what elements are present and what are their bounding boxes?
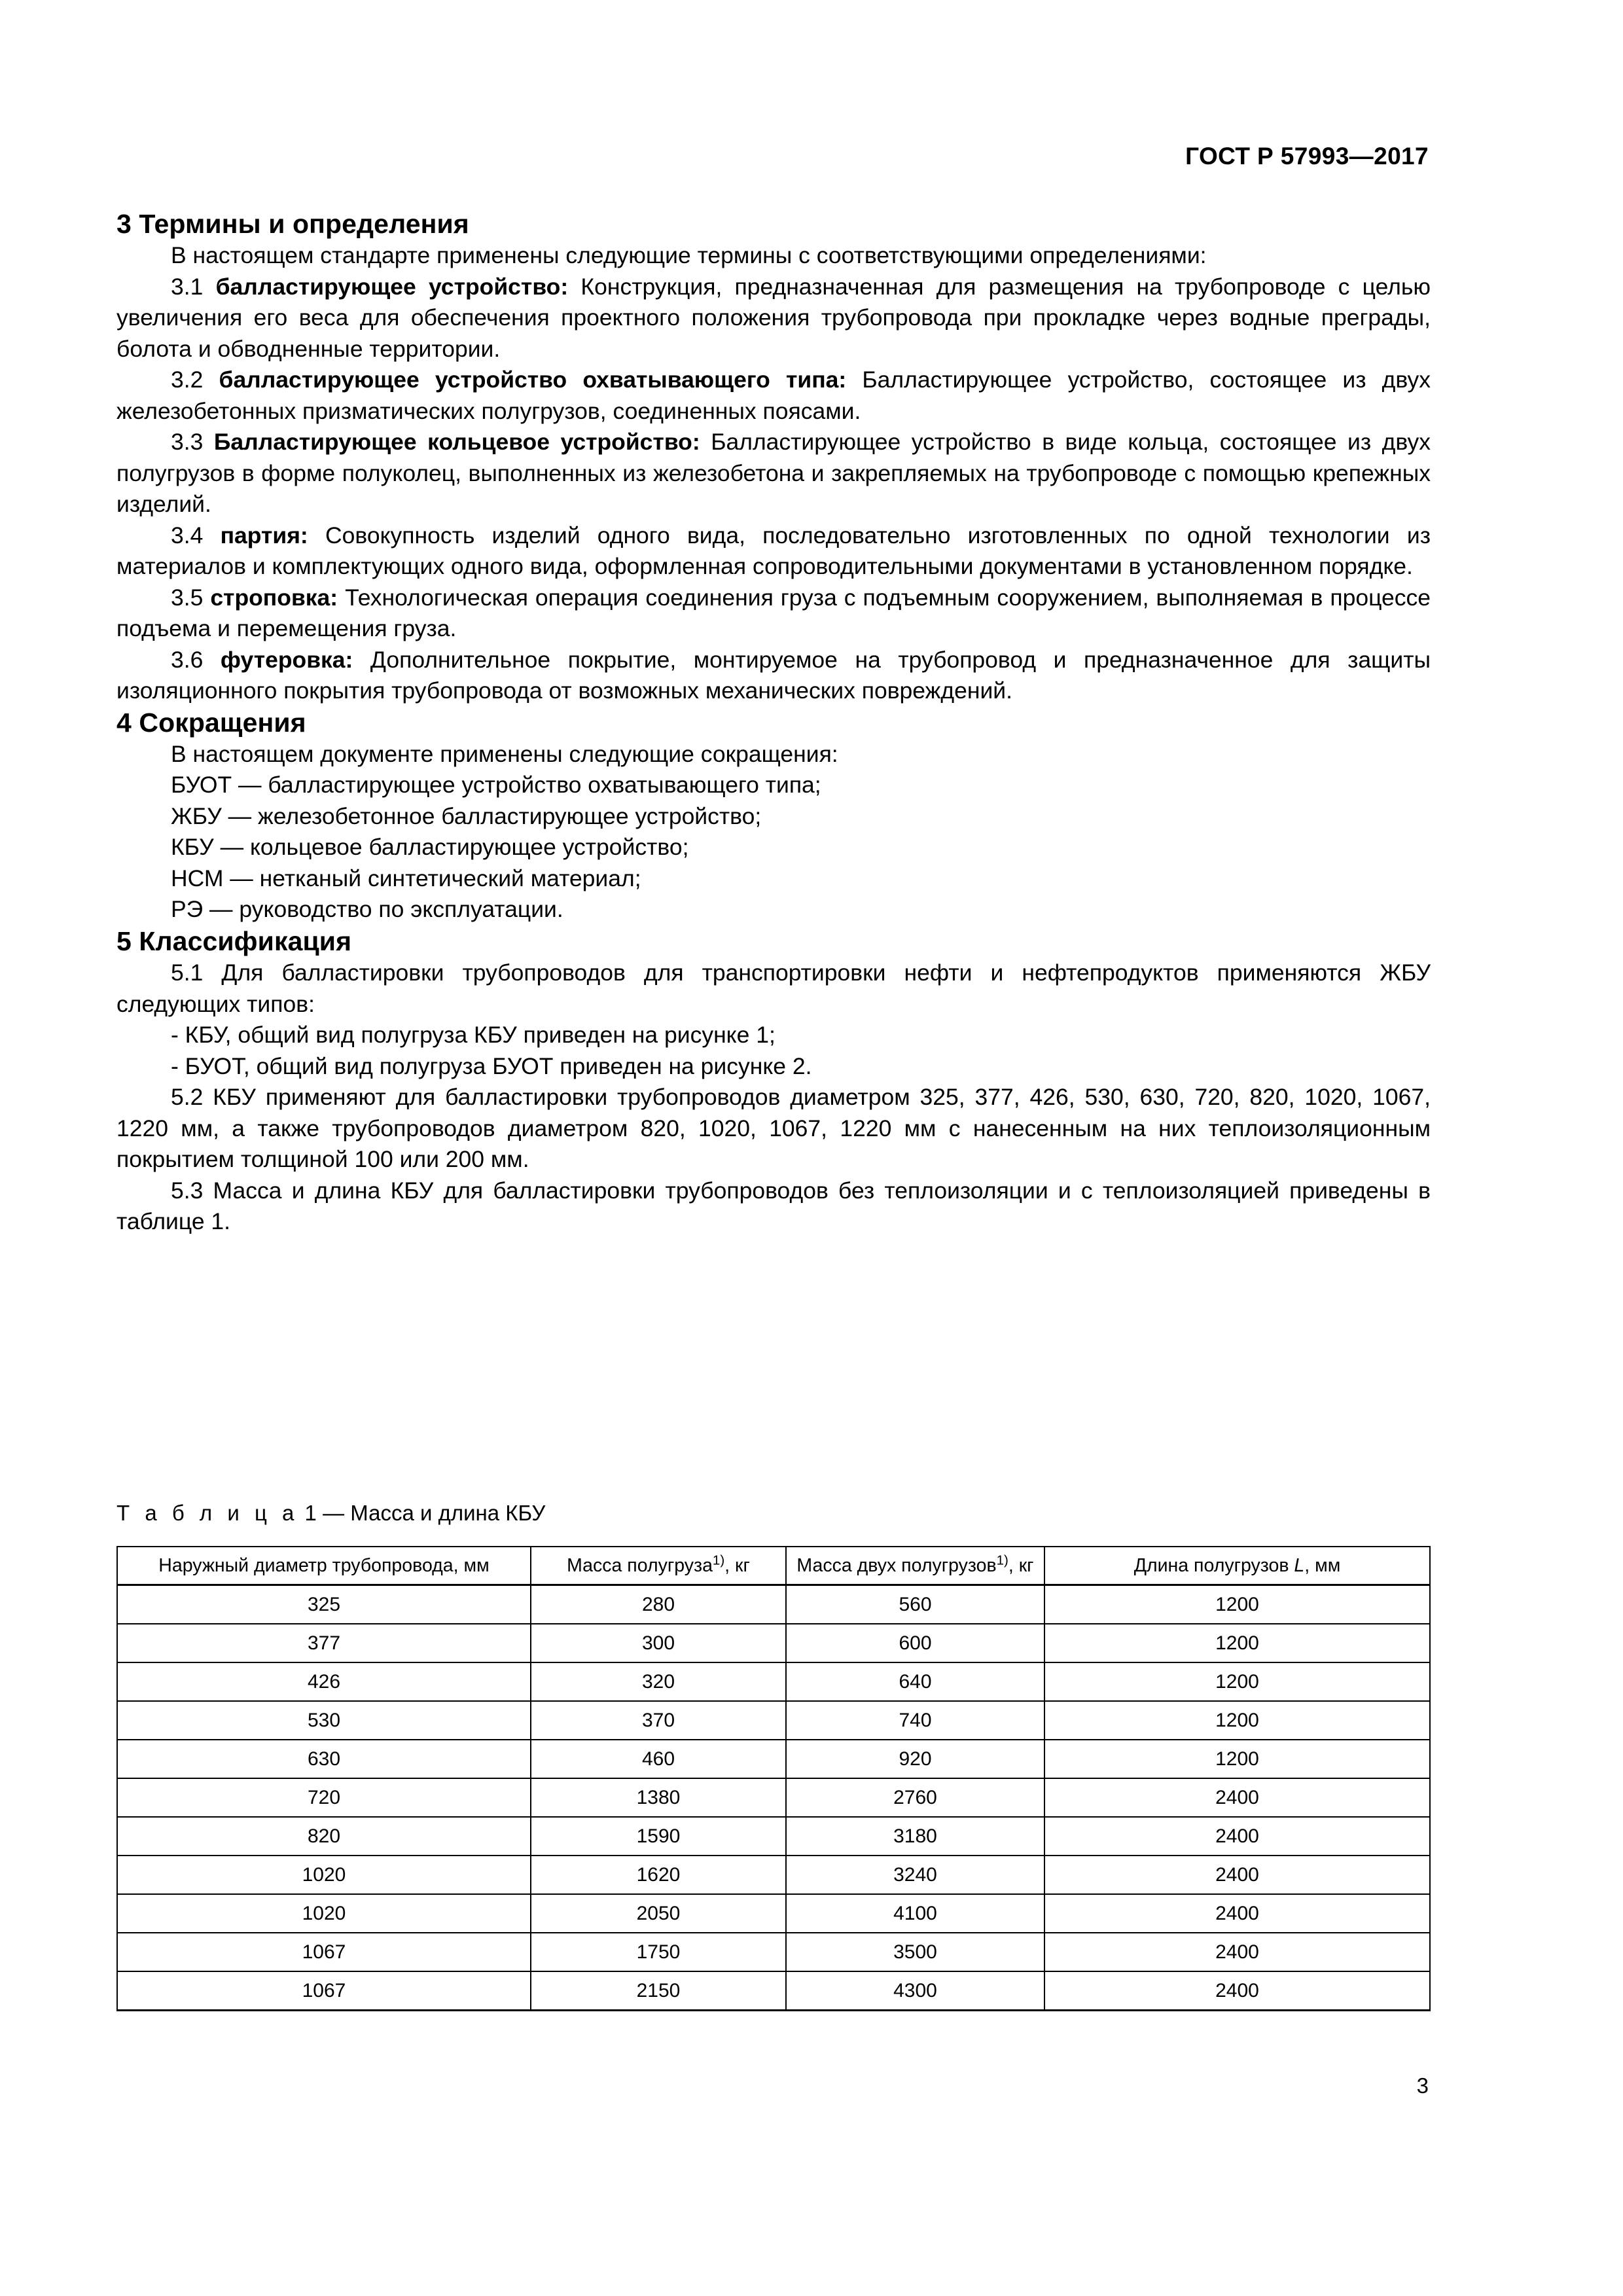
table-cell-col2: 280 (531, 1585, 786, 1624)
abbreviations-intro: В настоящем документе применены следующие сокращения: (171, 740, 838, 767)
table-kbu-mass-length (116, 1546, 1431, 2011)
table-cell-col3: 560 (786, 1585, 1044, 1624)
table-cell-col4: 2400 (1044, 1971, 1430, 2011)
table-cell-col2: 2050 (531, 1894, 786, 1933)
term-name: строповка: (210, 584, 338, 611)
table-row (117, 1585, 1430, 1624)
clause-5-1-bullet-kbu: - КБУ, общий вид полугруза КБУ приведен на рисунке 1; (171, 1022, 776, 1049)
terms-intro: В настоящем стандарте применены следующие термины с соответствующими определениями: (171, 242, 1207, 269)
table-row (117, 1933, 1430, 1971)
table-cell-col1: 1067 (117, 1971, 531, 2011)
table-cell-col3: 3500 (786, 1933, 1044, 1971)
table-cell-col4: 1200 (1044, 1624, 1430, 1662)
clause-5-1: 5.1 Для балластировки трубопроводов для транспортировки нефти и нефтепродуктов применяются ЖБУ следующих типов: (116, 960, 1431, 1017)
term-number: 3.1 (171, 273, 204, 300)
column-header-text: Масса полугруза (567, 1554, 713, 1576)
column-header-diameter (117, 1547, 531, 1585)
table-cell-col4: 1200 (1044, 1701, 1430, 1740)
table-cell-col4: 1200 (1044, 1585, 1430, 1624)
section-heading-terms: 3 Термины и определения (116, 209, 469, 239)
column-header-text: Наружный диаметр трубопровода, мм (158, 1554, 490, 1576)
term-definition: Балластирующее устройство, состоящее из двух железобетонных призматических полугрузов, соединенных поясами. (116, 367, 1431, 424)
term-entry-3-5 (116, 583, 1431, 645)
table-cell-col2: 320 (531, 1662, 786, 1701)
column-header-length (1044, 1547, 1430, 1585)
column-header-units: , мм (1304, 1554, 1341, 1576)
term-definition: Дополнительное покрытие, монтируемое на трубопровод и предназначенное для защиты изоляционного покрытия трубопровода от возможных механических повреждений. (116, 646, 1431, 704)
column-header-mass-two (786, 1547, 1044, 1585)
table-cell-col1: 1067 (117, 1933, 531, 1971)
term-entry-3-3 (116, 427, 1431, 520)
table-caption (116, 1501, 545, 1526)
table-cell-col3: 640 (786, 1662, 1044, 1701)
table-cell-col4: 2400 (1044, 1817, 1430, 1856)
table-cell-col2: 1750 (531, 1933, 786, 1971)
table-body (117, 1585, 1430, 2011)
term-entry-3-4 (116, 520, 1431, 583)
term-name: балластирующее устройство: (215, 273, 569, 300)
term-entry-3-2 (116, 365, 1431, 427)
table-cell-col3: 600 (786, 1624, 1044, 1662)
table-cell-col1: 720 (117, 1778, 531, 1817)
term-number: 3.4 (171, 522, 204, 548)
term-name: партия: (220, 522, 308, 548)
table-row (117, 1971, 1430, 2011)
table-cell-col4: 2400 (1044, 1933, 1430, 1971)
table-cell-col3: 740 (786, 1701, 1044, 1740)
abbreviation-item-buot: БУОТ — балластирующее устройство охватывающего типа; (171, 772, 821, 798)
footnote-marker: 1) (712, 1552, 725, 1568)
table-row (117, 1856, 1430, 1894)
column-header-units: , кг (724, 1554, 750, 1576)
table-caption-word: Т а б л и ц а (116, 1501, 299, 1525)
table-cell-col1: 820 (117, 1817, 531, 1856)
section-heading-classification: 5 Классификация (116, 925, 352, 956)
table-cell-col3: 4100 (786, 1894, 1044, 1933)
table-row (117, 1894, 1430, 1933)
table-cell-col4: 1200 (1044, 1662, 1430, 1701)
table-cell-col3: 3180 (786, 1817, 1044, 1856)
table-cell-col4: 1200 (1044, 1740, 1430, 1778)
table-cell-col1: 377 (117, 1624, 531, 1662)
variable-symbol: L (1294, 1554, 1305, 1576)
abbreviation-item-nsm: НСМ — нетканый синтетический материал; (171, 865, 641, 891)
table-cell-col1: 630 (117, 1740, 531, 1778)
term-number: 3.3 (171, 429, 204, 456)
table-cell-col2: 460 (531, 1740, 786, 1778)
abbreviation-item-zhbu: ЖБУ — железобетонное балластирующее устройство; (171, 802, 762, 829)
table-caption-title: 1 — Масса и длина КБУ (304, 1501, 546, 1525)
term-number: 3.2 (171, 367, 204, 393)
table-row (117, 1624, 1430, 1662)
table-cell-col1: 1020 (117, 1894, 531, 1933)
term-entry-3-6 (116, 645, 1431, 707)
footnote-marker: 1) (996, 1552, 1008, 1568)
column-header-text: Масса двух полугрузов (796, 1554, 997, 1576)
table-cell-col2: 1590 (531, 1817, 786, 1856)
column-header-text: Длина полугрузов (1133, 1554, 1294, 1576)
column-header-mass-one (531, 1547, 786, 1585)
table-cell-col3: 3240 (786, 1856, 1044, 1894)
abbreviation-item-re: РЭ — руководство по эксплуатации. (171, 896, 563, 923)
term-entry-3-1 (116, 272, 1431, 365)
table-cell-col1: 325 (117, 1585, 531, 1624)
document-body (116, 208, 1431, 1238)
table-cell-col3: 4300 (786, 1971, 1044, 2011)
page-number: 3 (1416, 2073, 1429, 2098)
table-cell-col3: 920 (786, 1740, 1044, 1778)
running-header: ГОСТ Р 57993—2017 (1185, 143, 1429, 170)
term-definition: Конструкция, предназначенная для размещения на трубопроводе с целью увеличения его веса для обеспечения проектного положения трубопровода при прокладке через водные преграды, болота и обводненные территории. (116, 273, 1431, 362)
clause-5-2: 5.2 КБУ применяют для балластировки трубопроводов диаметром 325, 377, 426, 530, 630, 720, 820, 1020, 1067, 1220 мм, а также трубопроводов диаметром 820, 1020, 1067, 1220 мм с нанесенным на них теплоизоляционным покрытием толщиной 100 или 200 мм. (116, 1084, 1431, 1173)
table-cell-col2: 1380 (531, 1778, 786, 1817)
table-cell-col4: 2400 (1044, 1856, 1430, 1894)
table-row (117, 1662, 1430, 1701)
abbreviation-item-kbu: КБУ — кольцевое балластирующее устройство; (171, 834, 689, 861)
clause-5-3: 5.3 Масса и длина КБУ для балластировки трубопроводов без теплоизоляции и с теплоизоляцией приведены в таблице 1. (116, 1177, 1431, 1235)
table-cell-col3: 2760 (786, 1778, 1044, 1817)
clause-5-1-bullet-buot: - БУОТ, общий вид полугруза БУОТ приведен на рисунке 2. (171, 1052, 812, 1079)
table-header-row (117, 1547, 1430, 1585)
table-cell-col2: 1620 (531, 1856, 786, 1894)
section-heading-abbreviations: 4 Сокращения (116, 707, 306, 738)
term-name: футеровка: (220, 646, 353, 673)
term-number: 3.6 (171, 646, 204, 673)
column-header-units: , кг (1008, 1554, 1034, 1576)
term-definition: Совокупность изделий одного вида, последовательно изготовленных по одной технологии из материалов и комплектующих одного вида, оформленная сопроводительными документами в установленном порядке. (116, 522, 1431, 580)
table-cell-col2: 370 (531, 1701, 786, 1740)
term-number: 3.5 (171, 584, 204, 611)
term-definition: Технологическая операция соединения груза с подъемным сооружением, выполняемая в процессе подъема и перемещения груза. (116, 584, 1431, 642)
table-row (117, 1740, 1430, 1778)
table-row (117, 1701, 1430, 1740)
table-cell-col1: 1020 (117, 1856, 531, 1894)
table-row (117, 1778, 1430, 1817)
term-name: балластирующее устройство охватывающего типа: (219, 367, 847, 393)
term-definition: Балластирующее устройство в виде кольца, состоящее из двух полугрузов в форме полуколец, выполненных из железобетона и закрепляемых на трубопроводе с помощью крепежных изделий. (116, 429, 1431, 518)
term-name: Балластирующее кольцевое устройство: (213, 429, 700, 456)
table-cell-col4: 2400 (1044, 1894, 1430, 1933)
table-cell-col2: 300 (531, 1624, 786, 1662)
table-row (117, 1817, 1430, 1856)
table-cell-col4: 2400 (1044, 1778, 1430, 1817)
table-cell-col2: 2150 (531, 1971, 786, 2011)
table-cell-col1: 426 (117, 1662, 531, 1701)
table-cell-col1: 530 (117, 1701, 531, 1740)
